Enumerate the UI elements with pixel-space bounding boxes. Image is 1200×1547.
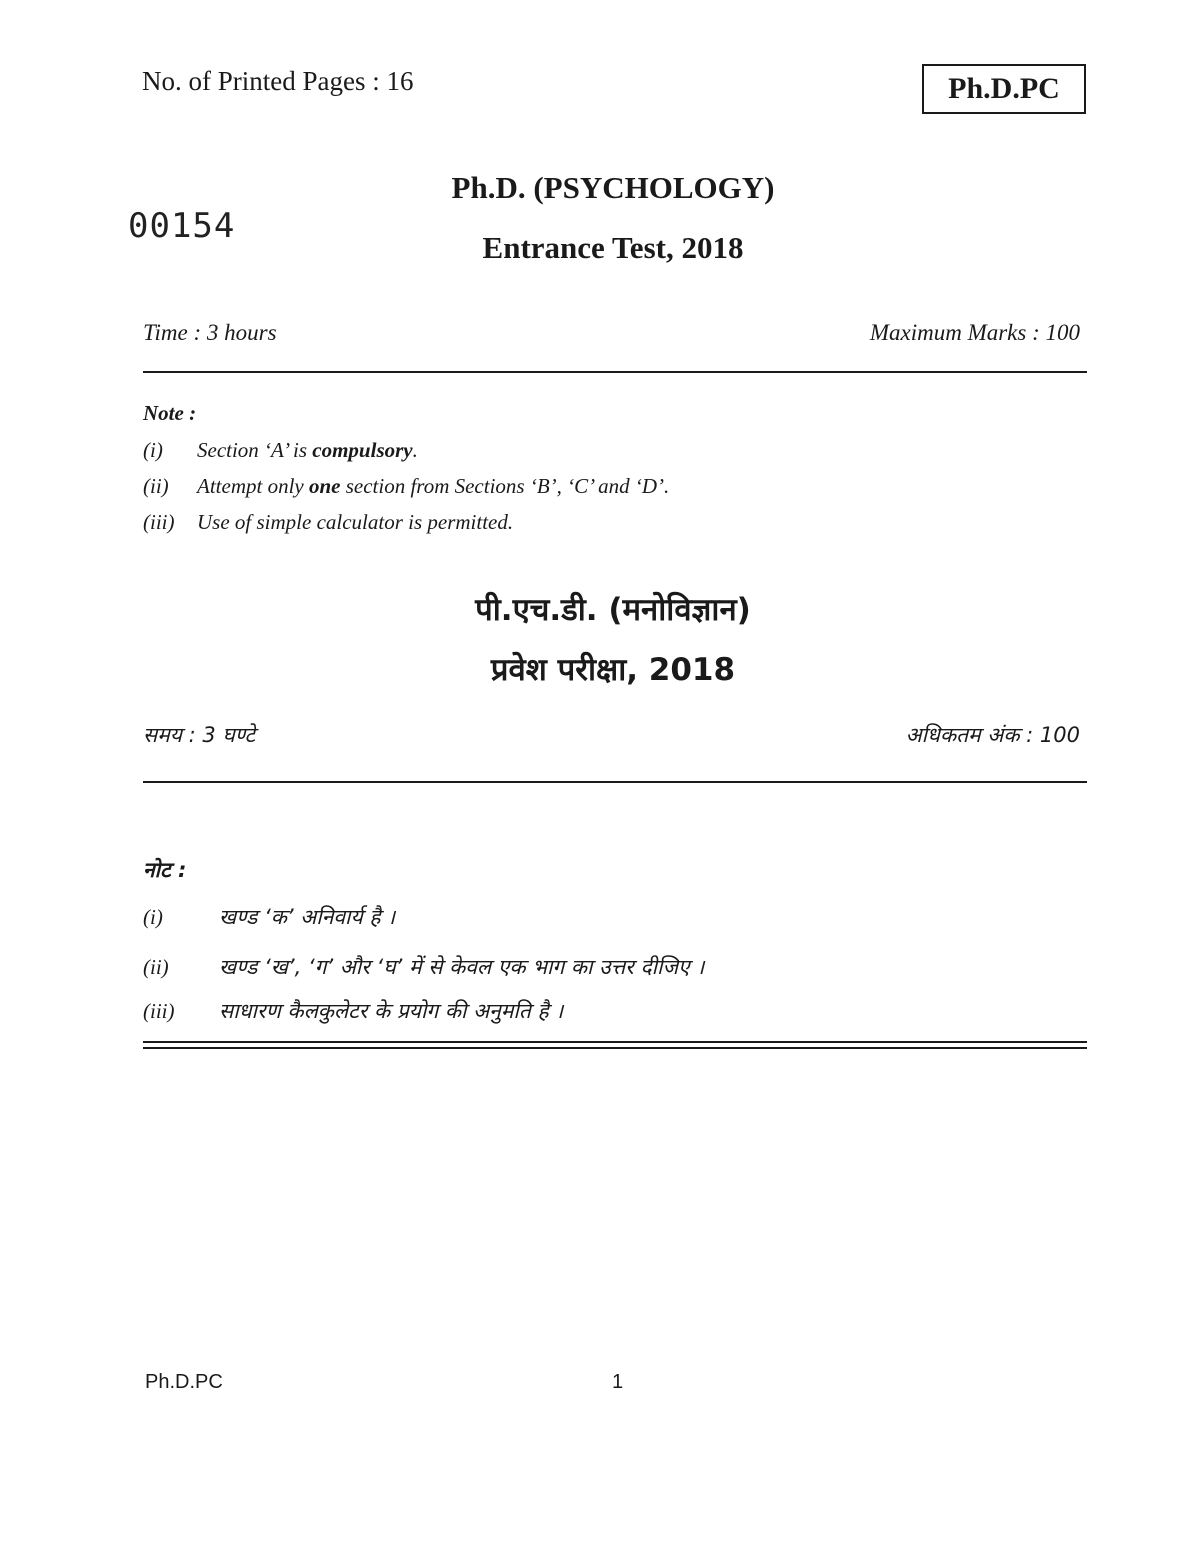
note-number: (iii) — [143, 510, 175, 534]
page-number: 1 — [612, 1371, 624, 1393]
note-text: Attempt only — [197, 474, 309, 498]
note-heading: Note : — [143, 401, 197, 425]
divider-line — [143, 781, 1087, 783]
maximum-marks: Maximum Marks : 100 — [869, 320, 1080, 345]
note-number: (iii) — [143, 999, 175, 1023]
exam-title-hindi: पी.एच.डी. (मनोविज्ञान) — [475, 592, 751, 628]
note-emphasis: one — [308, 474, 341, 498]
divider-line — [143, 371, 1087, 373]
exam-subtitle: Entrance Test, 2018 — [482, 230, 744, 265]
note-item — [143, 438, 418, 463]
serial-number-stamp: 00154 — [128, 206, 236, 246]
note-number: (i) — [143, 438, 163, 462]
note-number: (ii) — [143, 474, 169, 498]
note-text-end: . — [412, 438, 418, 462]
note-item-hindi — [143, 997, 563, 1025]
note-text: Use of simple calculator is permitted. — [197, 510, 514, 534]
note-item-hindi — [143, 953, 704, 981]
note-text: खण्ड ‘ख’, ‘ग’ और ‘घ’ में से केवल एक भाग का उत्तर दीजिए । — [219, 955, 705, 979]
double-rule-top — [143, 1041, 1087, 1043]
note-text-end: section from Sections ‘B’, ‘C’ and ‘D’. — [340, 474, 670, 498]
exam-subtitle-hindi: प्रवेश परीक्षा, 2018 — [490, 652, 736, 688]
exam-title: Ph.D. (PSYCHOLOGY) — [451, 170, 775, 205]
note-text: साधारण कैलकुलेटर के प्रयोग की अनुमति है । — [219, 999, 564, 1023]
note-text: Section ‘A’ is — [197, 438, 313, 462]
double-rule-bottom — [143, 1047, 1087, 1049]
note-heading-hindi: नोट : — [143, 858, 187, 882]
note-number: (ii) — [143, 955, 169, 979]
maximum-marks-hindi: अधिकतम अंक : 100 — [905, 723, 1080, 747]
footer-paper-code: Ph.D.PC — [145, 1371, 223, 1393]
note-item — [143, 474, 669, 499]
time-allowed: Time : 3 hours — [143, 320, 277, 345]
time-allowed-hindi: समय : 3 घण्टे — [143, 723, 256, 747]
note-emphasis: compulsory — [312, 438, 413, 462]
paper-code-box: Ph.D.PC — [922, 64, 1086, 114]
note-item-hindi — [143, 903, 395, 931]
note-item — [143, 510, 513, 535]
note-text: खण्ड ‘क’ अनिवार्य है । — [219, 905, 396, 929]
printed-pages-count: No. of Printed Pages : 16 — [142, 66, 414, 96]
note-number: (i) — [143, 905, 163, 929]
